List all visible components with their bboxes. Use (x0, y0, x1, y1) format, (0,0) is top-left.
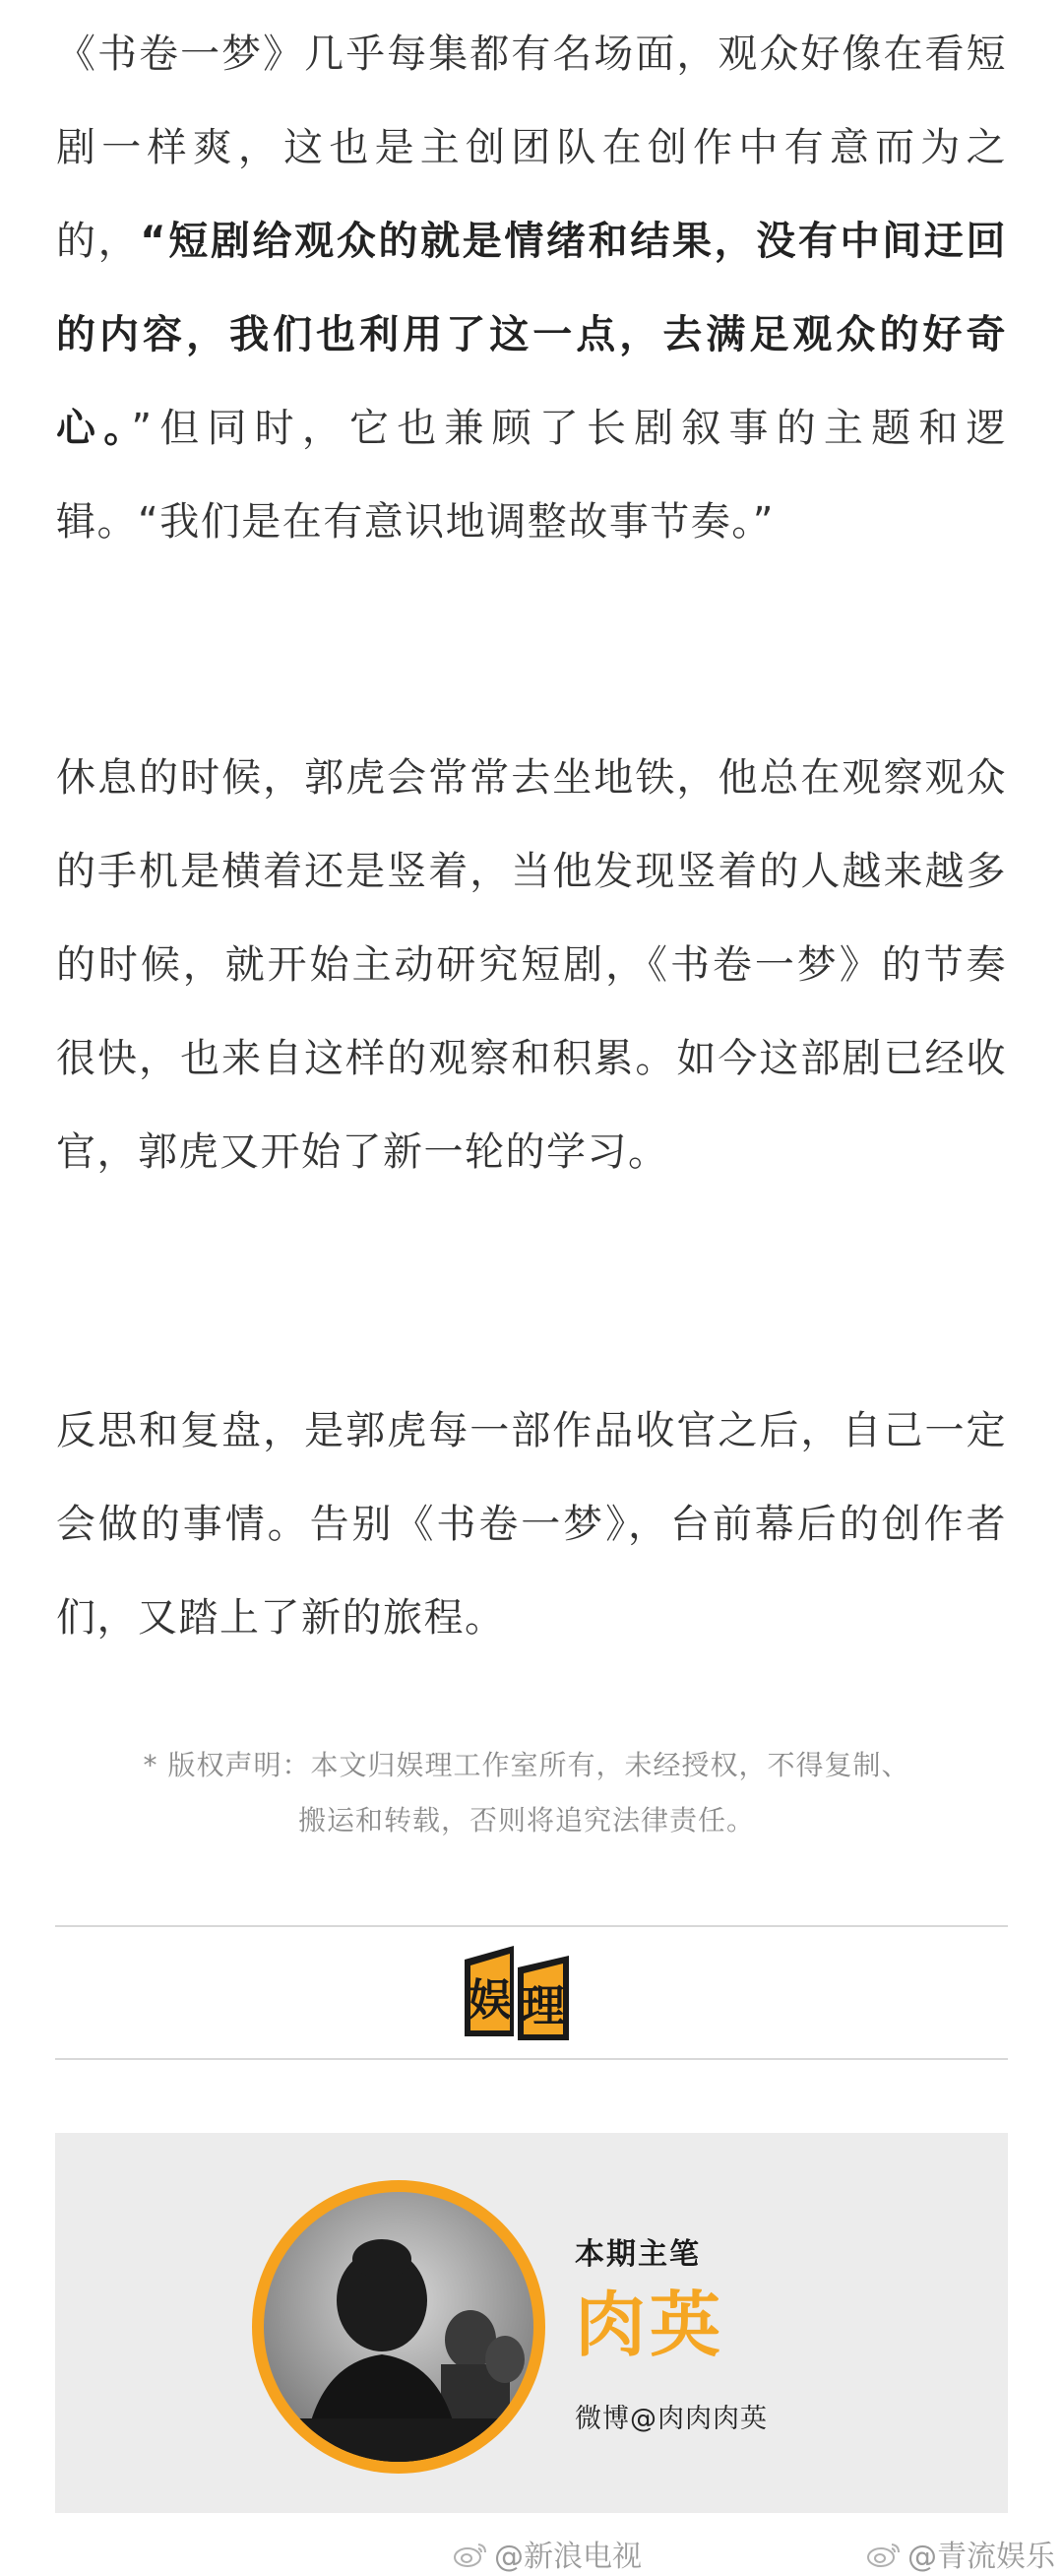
paragraph-3: 反思和复盘，是郭虎每一部作品收官之后，自己一定会做的事情。告别《书卷一梦》，台前幕后的创作者们，又踏上了新的旅程。 (56, 1408, 1007, 1641)
watermark-text-2: @青流娱乐 (907, 2540, 1055, 2574)
logo-char-1: 娱 (469, 1975, 512, 2026)
author-name: 肉英 (575, 2284, 725, 2366)
watermark-qingliu (866, 2534, 1055, 2573)
yuli-logo (457, 1938, 577, 2046)
divider-top (55, 1925, 1008, 1927)
weibo-icon (453, 2539, 488, 2568)
weibo-icon (866, 2539, 902, 2568)
paragraph-1-rest: ”但同时，它也兼顾了长剧叙事的主题和逻辑。“我们是在有意识地调整故事节奏。” (56, 406, 1008, 545)
copyright-line-1: * 版权声明：本文归娱理工作室所有，未经授权，不得复制、 (143, 1749, 910, 1781)
paragraph-1-quote: “短剧给观众的就是情绪和结果，没有中间迂回的内容，我们也利用了这一点，去满足观众的好奇心。 (56, 219, 1007, 451)
author-weibo: 微博@肉肉肉英 (575, 2404, 768, 2434)
copyright-notice (39, 1738, 1014, 1848)
author-card (55, 2133, 1008, 2513)
divider-bottom (55, 2058, 1008, 2060)
logo-char-2: 理 (522, 1981, 565, 2031)
author-role: 本期主笔 (575, 2237, 701, 2272)
watermark-text-1: @新浪电视 (494, 2540, 642, 2574)
paragraph-1-intro: 《书卷一梦》几乎每集都有名场面，观众好像在看短剧一样爽，这也是主创团队在创作中有意而为之的， (56, 32, 1007, 264)
author-avatar (264, 2192, 533, 2462)
watermark-sina-tv (453, 2534, 642, 2573)
paragraph-1 (56, 8, 1007, 569)
paragraph-2: 休息的时候，郭虎会常常去坐地铁，他总在观察观众的手机是横着还是竖着，当他发现竖着的人越来越多的时候，就开始主动研究短剧，《书卷一梦》的节奏很快，也来自这样的观察和积累。如今这部剧已经收官，郭虎又开始了新一轮的学习。 (56, 755, 1007, 1175)
copyright-line-2: 搬运和转载，否则将追究法律责任。 (297, 1804, 755, 1836)
